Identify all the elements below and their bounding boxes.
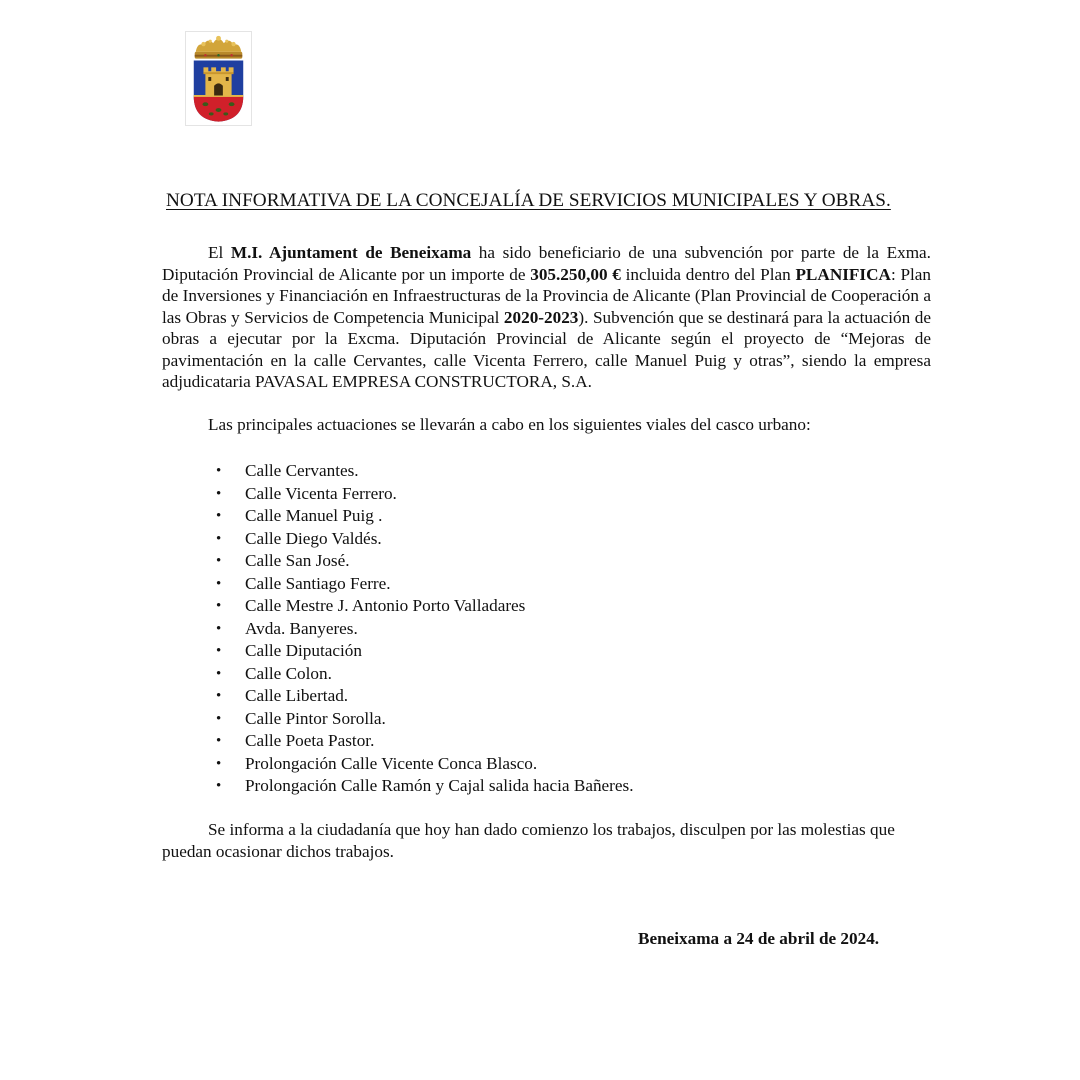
intro-bold-ajuntament: M.I. Ajuntament de Beneixama	[230, 243, 472, 262]
intro-bold-years: 2020-2023	[503, 307, 579, 327]
list-item	[210, 685, 634, 708]
intro-paragraph	[162, 242, 931, 393]
street-name: Prolongación Calle Ramón y Cajal salida hacia Bañeres.	[245, 776, 634, 795]
street-name: Prolongación Calle Vicente Conca Blasco.	[245, 753, 538, 773]
list-item	[210, 775, 634, 798]
list-item	[210, 640, 634, 663]
document-title: NOTA INFORMATIVA DE LA CONCEJALÍA DE SERVICIOS MUNICIPALES Y OBRAS.	[166, 190, 891, 211]
intro-bold-amount: 305.250,00 €	[530, 264, 621, 284]
signature-date: Beneixama a 24 de abril de 2024.	[638, 929, 880, 948]
intro-text-3: incluida dentro del Plan	[620, 264, 796, 284]
list-item	[210, 460, 634, 483]
list-item	[210, 753, 634, 776]
bullet-icon: •	[216, 643, 222, 659]
intro-text-2: ha sido beneficiario de una subvención por parte de la Exma. Diputación Provincial de Alicante por un importe de	[162, 243, 931, 284]
list-item	[210, 505, 634, 528]
bullet-icon: •	[216, 463, 222, 479]
intro-text-1: El	[208, 243, 231, 262]
streets-list	[210, 460, 634, 798]
bullet-icon: •	[216, 530, 222, 547]
list-item	[210, 550, 634, 573]
street-name: Calle San José.	[245, 551, 350, 570]
list-item	[210, 595, 634, 618]
street-name: Calle Diego Valdés.	[245, 528, 382, 548]
list-item	[210, 483, 634, 506]
street-name: Calle Diputación	[245, 641, 362, 660]
bullet-icon: •	[216, 485, 222, 502]
street-name: Avda. Banyeres.	[245, 618, 358, 638]
closing-paragraph: Se informa a la ciudadanía que hoy han dado comienzo los trabajos, disculpen por las molestias que puedan ocasionar dichos trabajos.	[162, 820, 895, 861]
bullet-icon: •	[216, 688, 222, 704]
street-name: Calle Santiago Ferre.	[245, 573, 391, 593]
street-name: Calle Pintor Sorolla.	[245, 708, 386, 728]
bullet-icon: •	[216, 755, 222, 772]
list-item	[210, 573, 634, 596]
street-name: Calle Vicenta Ferrero.	[245, 483, 397, 503]
streets-intro-paragraph: Las principales actuaciones se llevarán a cabo en los siguientes viales del casco urbano:	[208, 415, 811, 434]
street-name: Calle Cervantes.	[245, 461, 359, 480]
street-name: Calle Mestre J. Antonio Porto Valladares	[245, 596, 526, 615]
street-name: Calle Libertad.	[245, 686, 349, 705]
shield-icon	[194, 61, 243, 122]
bullet-icon: •	[216, 598, 222, 614]
list-item	[210, 708, 634, 731]
street-name: Calle Colon.	[245, 663, 332, 683]
list-item	[210, 730, 634, 753]
coat-of-arms-logo	[185, 31, 252, 126]
intro-text-5: ). Subvención que se destinará para la actuación de obras a ejecutar por la Excma. Diputación Provincial de Alicante según el proyecto de “Mejoras de pavimentación en la calle Cervantes, calle Vicenta Ferrero, calle Manuel Puig y otras”, siendo la empresa adjudicataria PAVASAL EMPRESA CONSTRUCTORA, S.A.	[162, 307, 931, 391]
bullet-icon: •	[216, 508, 222, 524]
street-name: Calle Poeta Pastor.	[245, 731, 375, 750]
list-item	[210, 663, 634, 686]
bullet-icon: •	[216, 710, 222, 727]
bullet-icon: •	[216, 620, 222, 637]
bullet-icon: •	[216, 778, 222, 794]
list-item	[210, 528, 634, 551]
bullet-icon: •	[216, 553, 222, 569]
list-item	[210, 618, 634, 641]
street-name: Calle Manuel Puig .	[245, 506, 383, 525]
bullet-icon: •	[216, 733, 222, 749]
intro-text-4: : Plan de Inversiones y Financiación en Infraestructuras de la Provincia de Alicante (Plan Provincial de Cooperación a las Obras y Servicios de Competencia Municipal	[162, 264, 932, 327]
coat-of-arms-icon	[186, 32, 251, 125]
bullet-icon: •	[216, 575, 222, 592]
intro-bold-plan: PLANIFICA	[795, 264, 891, 284]
crown-icon	[195, 36, 243, 59]
bullet-icon: •	[216, 665, 222, 682]
